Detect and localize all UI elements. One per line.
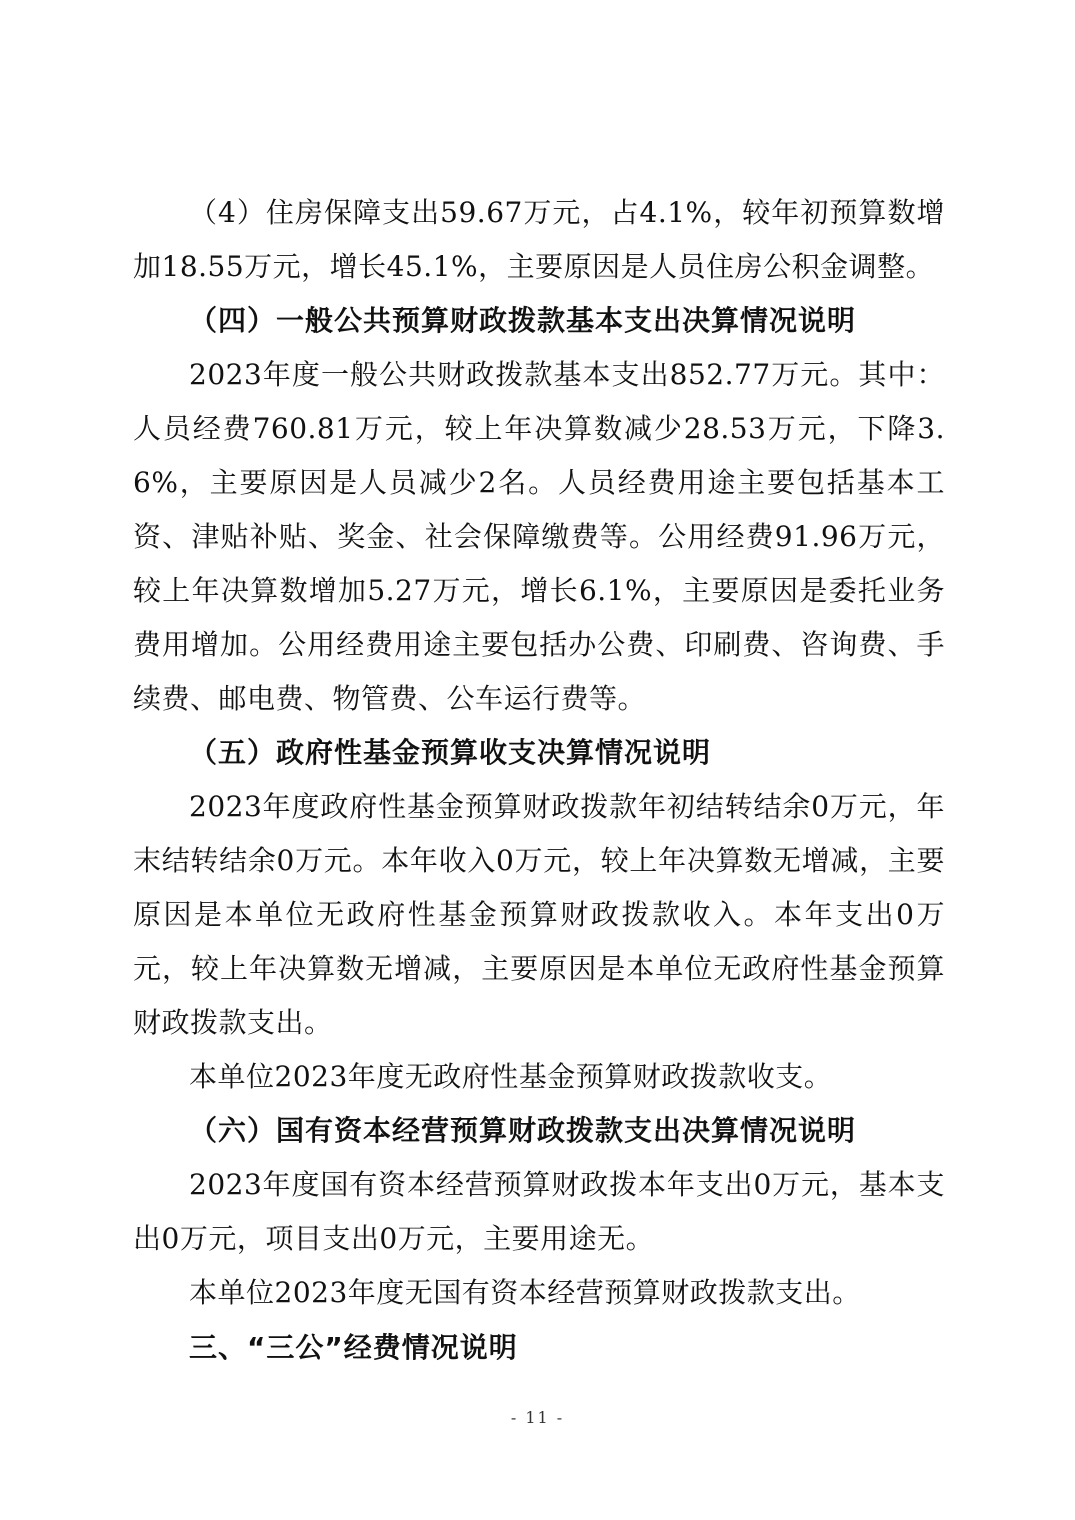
section-heading-government-fund: （五）政府性基金预算收支决算情况说明 [189, 736, 712, 769]
page-number: - 11 - [510, 1408, 565, 1427]
section-heading-three-public: 三、“三公”经费情况说明 [189, 1331, 518, 1364]
paragraph-housing-expenditure: （4）住房保障支出59.67万元，占4.1%，较年初预算数增加18.55万元，增长45.1%，主要原因是人员住房公积金调整。 [133, 196, 945, 283]
paragraph-state-capital: 2023年度国有资本经营预算财政拨本年支出0万元，基本支出0万元，项目支出0万元，主要用途无。 [133, 1168, 945, 1255]
paragraph-basic-expenditure: 2023年度一般公共财政拨款基本支出852.77万元。其中：人员经费760.81万元，较上年决算数减少28.53万元，下降3.6%，主要原因是人员减少2名。人员经费用途主要包括基本工资、津贴补贴、奖金、社会保障缴费等。公用经费91.96万元，较上年决算数增加5.27万元，增长6.1%，主要原因是委托业务费用增加。公用经费用途主要包括办公费、印刷费、咨询费、手续费、邮电费、物管费、公车运行费等。 [133, 358, 945, 715]
section-heading-state-capital: （六）国有资本经营预算财政拨款支出决算情况说明 [189, 1114, 857, 1147]
document-body [133, 186, 945, 1376]
paragraph-government-fund: 2023年度政府性基金预算财政拨款年初结转结余0万元，年末结转结余0万元。本年收入0万元，较上年决算数无增减，主要原因是本单位无政府性基金预算财政拨款收入。本年支出0万元，较上年决算数无增减，主要原因是本单位无政府性基金预算财政拨款支出。 [133, 790, 945, 1039]
paragraph-no-government-fund: 本单位2023年度无政府性基金预算财政拨款收支。 [189, 1060, 833, 1093]
section-heading-basic-expenditure: （四）一般公共预算财政拨款基本支出决算情况说明 [189, 304, 857, 337]
paragraph-no-state-capital: 本单位2023年度无国有资本经营预算财政拨款支出。 [189, 1276, 861, 1309]
